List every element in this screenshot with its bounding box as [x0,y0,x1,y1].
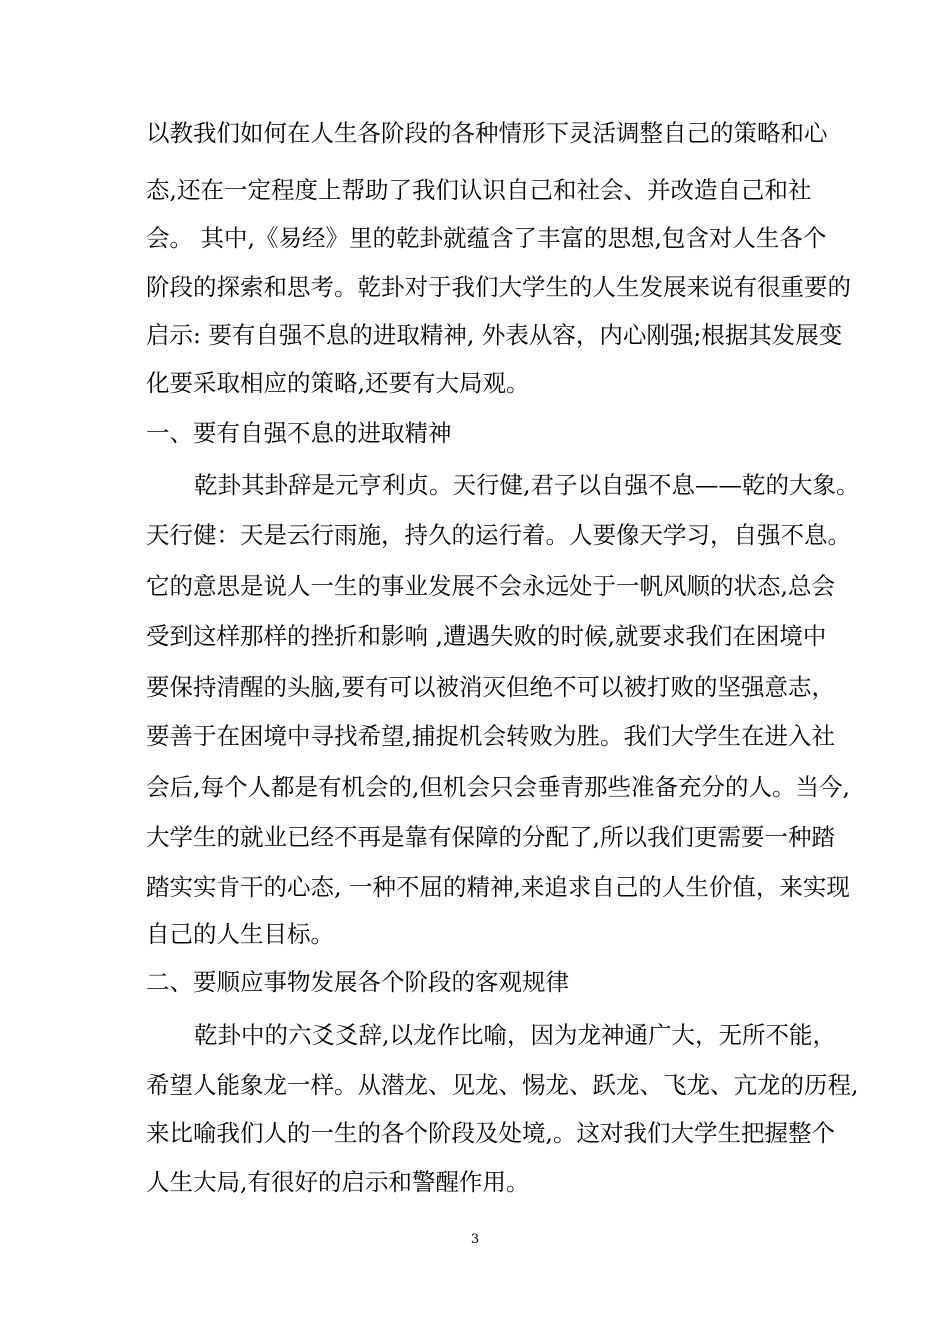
paragraph-line: 踏实实肯干的心态, 一种不屈的精神,来追求自己的人生价值，来实现 [146,873,850,901]
paragraph-line: 启示: 要有自强不息的进取精神, 外表从容，内心刚强;根据其发展变 [146,321,843,349]
paragraph-line: 受到这样那样的挫折和影响 ,遭遇失败的时候,就要求我们在困境中 [146,622,827,650]
section-heading: 一、要有自强不息的进取精神 [146,419,452,447]
paragraph-line: 会。 其中,《易经》里的乾卦就蕴含了丰富的思想,包含对人生各个 [146,224,827,252]
page-number: 3 [470,1232,480,1247]
paragraph-line: 人生大局,有很好的启示和警醒作用。 [146,1168,530,1196]
paragraph-line: 要保持清醒的头脑,要有可以被消灭但绝不可以被打败的坚强意志， [146,673,835,701]
paragraph-line: 大学生的就业已经不再是靠有保障的分配了,所以我们更需要一种踏 [146,823,835,851]
paragraph-line: 化要采取相应的策略,还要有大局观。 [146,369,530,397]
paragraph-line: 来比喻我们人的一生的各个阶段及处境,。这对我们大学生把握整个 [146,1119,835,1147]
paragraph-line: 会后,每个人都是有机会的,但机会只会垂青那些准备充分的人。当今, [146,773,850,801]
paragraph-line: 以教我们如何在人生各阶段的各种情形下灵活调整自己的策略和心 [146,119,828,147]
paragraph-line: 天行健：天是云行雨施，持久的运行着。人要像天学习，自强不息。 [146,521,851,549]
paragraph-line: 自己的人生目标。 [146,920,334,948]
section-heading: 二、要顺应事物发展各个阶段的客观规律 [146,968,569,996]
paragraph-line: 阶段的探索和思考。乾卦对于我们大学生的人生发展来说有很重要的 [146,273,851,301]
paragraph-line: 乾卦中的六爻爻辞,以龙作比喻，因为龙神通广大，无所不能， [194,1021,836,1049]
paragraph-line: 乾卦其卦辞是元亨利贞。天行健,君子以自强不息——乾的大象。 [194,471,860,499]
paragraph-line: 它的意思是说人一生的事业发展不会永远处于一帆风顺的状态,总会 [146,572,835,600]
paragraph-line: 要善于在困境中寻找希望,捕捉机会转败为胜。我们大学生在进入社 [146,722,835,750]
paragraph-line: 希望人能象龙一样。从潜龙、见龙、惕龙、跃龙、飞龙、亢龙的历程, [146,1071,859,1099]
paragraph-line: 态,还在一定程度上帮助了我们认识自己和社会、并改造自己和社 [146,176,812,204]
